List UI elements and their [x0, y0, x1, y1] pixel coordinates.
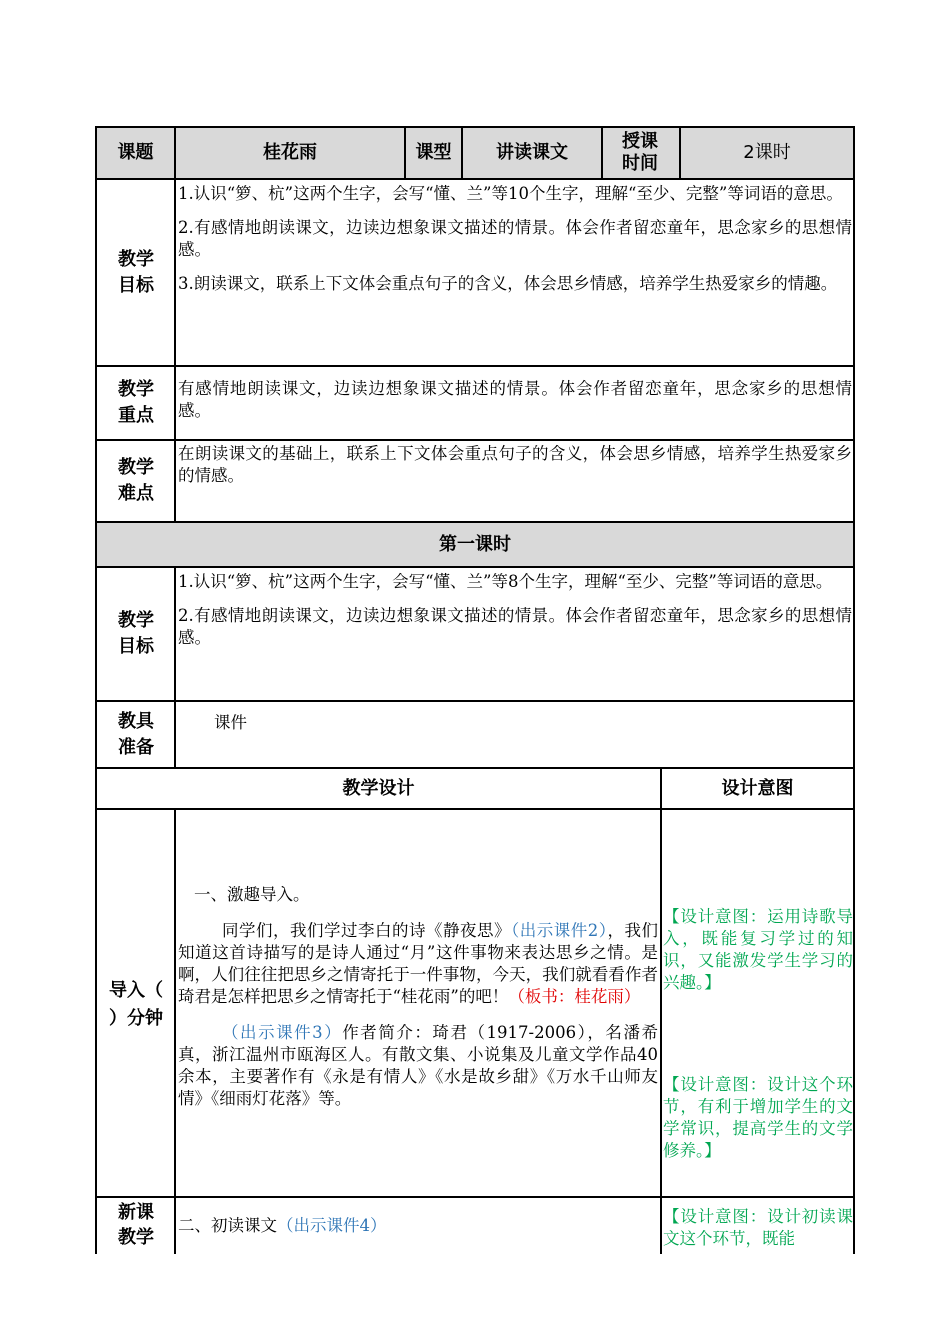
type-label: 课型: [415, 142, 452, 163]
intro-label: 导入（ ）分钟: [109, 980, 163, 1029]
courseware-ref-2: （出示课件2）: [511, 921, 608, 940]
goals-list: [178, 183, 852, 295]
difficulties-text: 在朗读课文的基础上，联系上下文体会重点句子的含义，体会思乡情感，培养学生热爱家乡的情感。: [178, 444, 852, 485]
time-label: 授课时间: [622, 131, 658, 174]
intro-p1-text-c: ，我们知道这首诗描写的是诗人通过“月”这件事物来表达思乡之情。是啊，人们往往把思乡之情寄托于一件事物，今天，我们就看看作者琦君是怎样把思乡之情寄托于“桂花雨”的吧！: [178, 921, 658, 1006]
tools-value: 课件: [214, 713, 247, 732]
new-lesson-heading-text: 二、初读课文: [178, 1216, 277, 1235]
goal-item: 1.认识“箩、杭”这两个生字，会写“懂、兰”等10个生字，理解“至少、完整”等词语的意思。: [178, 184, 843, 203]
intro-content: [178, 884, 658, 1110]
goal-item: 2.有感情地朗读课文，边读边想象课文描述的情景。体会作者留恋童年，思念家乡的思想情感。: [178, 218, 852, 259]
intent-3: 【设计意图：设计初读课文这个环节，既能: [663, 1207, 853, 1248]
goal-item: 3.朗读课文，联系上下文体会重点句子的含义，体会思乡情感，培养学生热爱家乡的情趣。: [178, 274, 838, 293]
courseware-ref-3: （出示课件3）: [222, 1023, 343, 1042]
lesson1-goals-list: [178, 571, 852, 649]
board-note: （板书：桂花雨）: [508, 987, 641, 1006]
intro-heading: 一、激趣导入。: [194, 885, 310, 904]
courseware-ref-4: （出示课件4）: [277, 1216, 387, 1235]
intro-paragraph-1: [178, 920, 658, 1008]
design-col-title: 教学设计: [342, 777, 415, 799]
intro-paragraph-2: [178, 1022, 658, 1110]
topic-label: 课题: [117, 142, 154, 163]
goal-item: 2.有感情地朗读课文，边读边想象课文描述的情景。体会作者留恋童年，思念家乡的思想情感。: [178, 606, 852, 647]
tools-label: 教具准备: [118, 710, 154, 758]
author-intro: 作者简介：琦君（1917-2006），名潘希真，浙江温州市瓯海区人。有散文集、小说集及儿童文学作品40余本，主要著作有《永是有情人》《水是故乡甜》《万水千山师友情》《细雨灯花落》等。: [178, 1023, 659, 1108]
difficulties-label: 教学难点: [118, 457, 154, 504]
goals-label: 教学目标: [118, 248, 154, 296]
intent-2: 【设计意图：设计这个环节，有利于增加学生的文学常识，提高学生的文学修养。】: [663, 1075, 853, 1160]
key-points-text: 有感情地朗读课文，边读边想象课文描述的情景。体会作者留恋童年，思念家乡的思想情感。: [178, 379, 852, 420]
key-points-label: 教学重点: [118, 379, 154, 426]
intent-col-title: 设计意图: [721, 777, 794, 799]
new-lesson-label: 新课教学: [118, 1202, 154, 1248]
topic-value: 桂花雨: [263, 142, 317, 163]
lesson1-title: 第一课时: [439, 533, 511, 555]
goal-item: 1.认识“箩、杭”这两个生字，会写“懂、兰”等8个生字，理解“至少、完整”等词语的意思。: [178, 572, 833, 591]
time-value: 2课时: [743, 142, 791, 163]
intent-1: 【设计意图：运用诗歌导入，既能复习学过的知识，又能激发学生学习的兴趣。】: [663, 907, 853, 992]
lesson1-goals-label: 教学目标: [118, 610, 154, 657]
intro-p1-text-a: 同学们，我们学过李白的诗《静夜思》: [222, 921, 511, 940]
new-lesson-heading: [178, 1215, 658, 1237]
type-value: 讲读课文: [496, 142, 568, 163]
